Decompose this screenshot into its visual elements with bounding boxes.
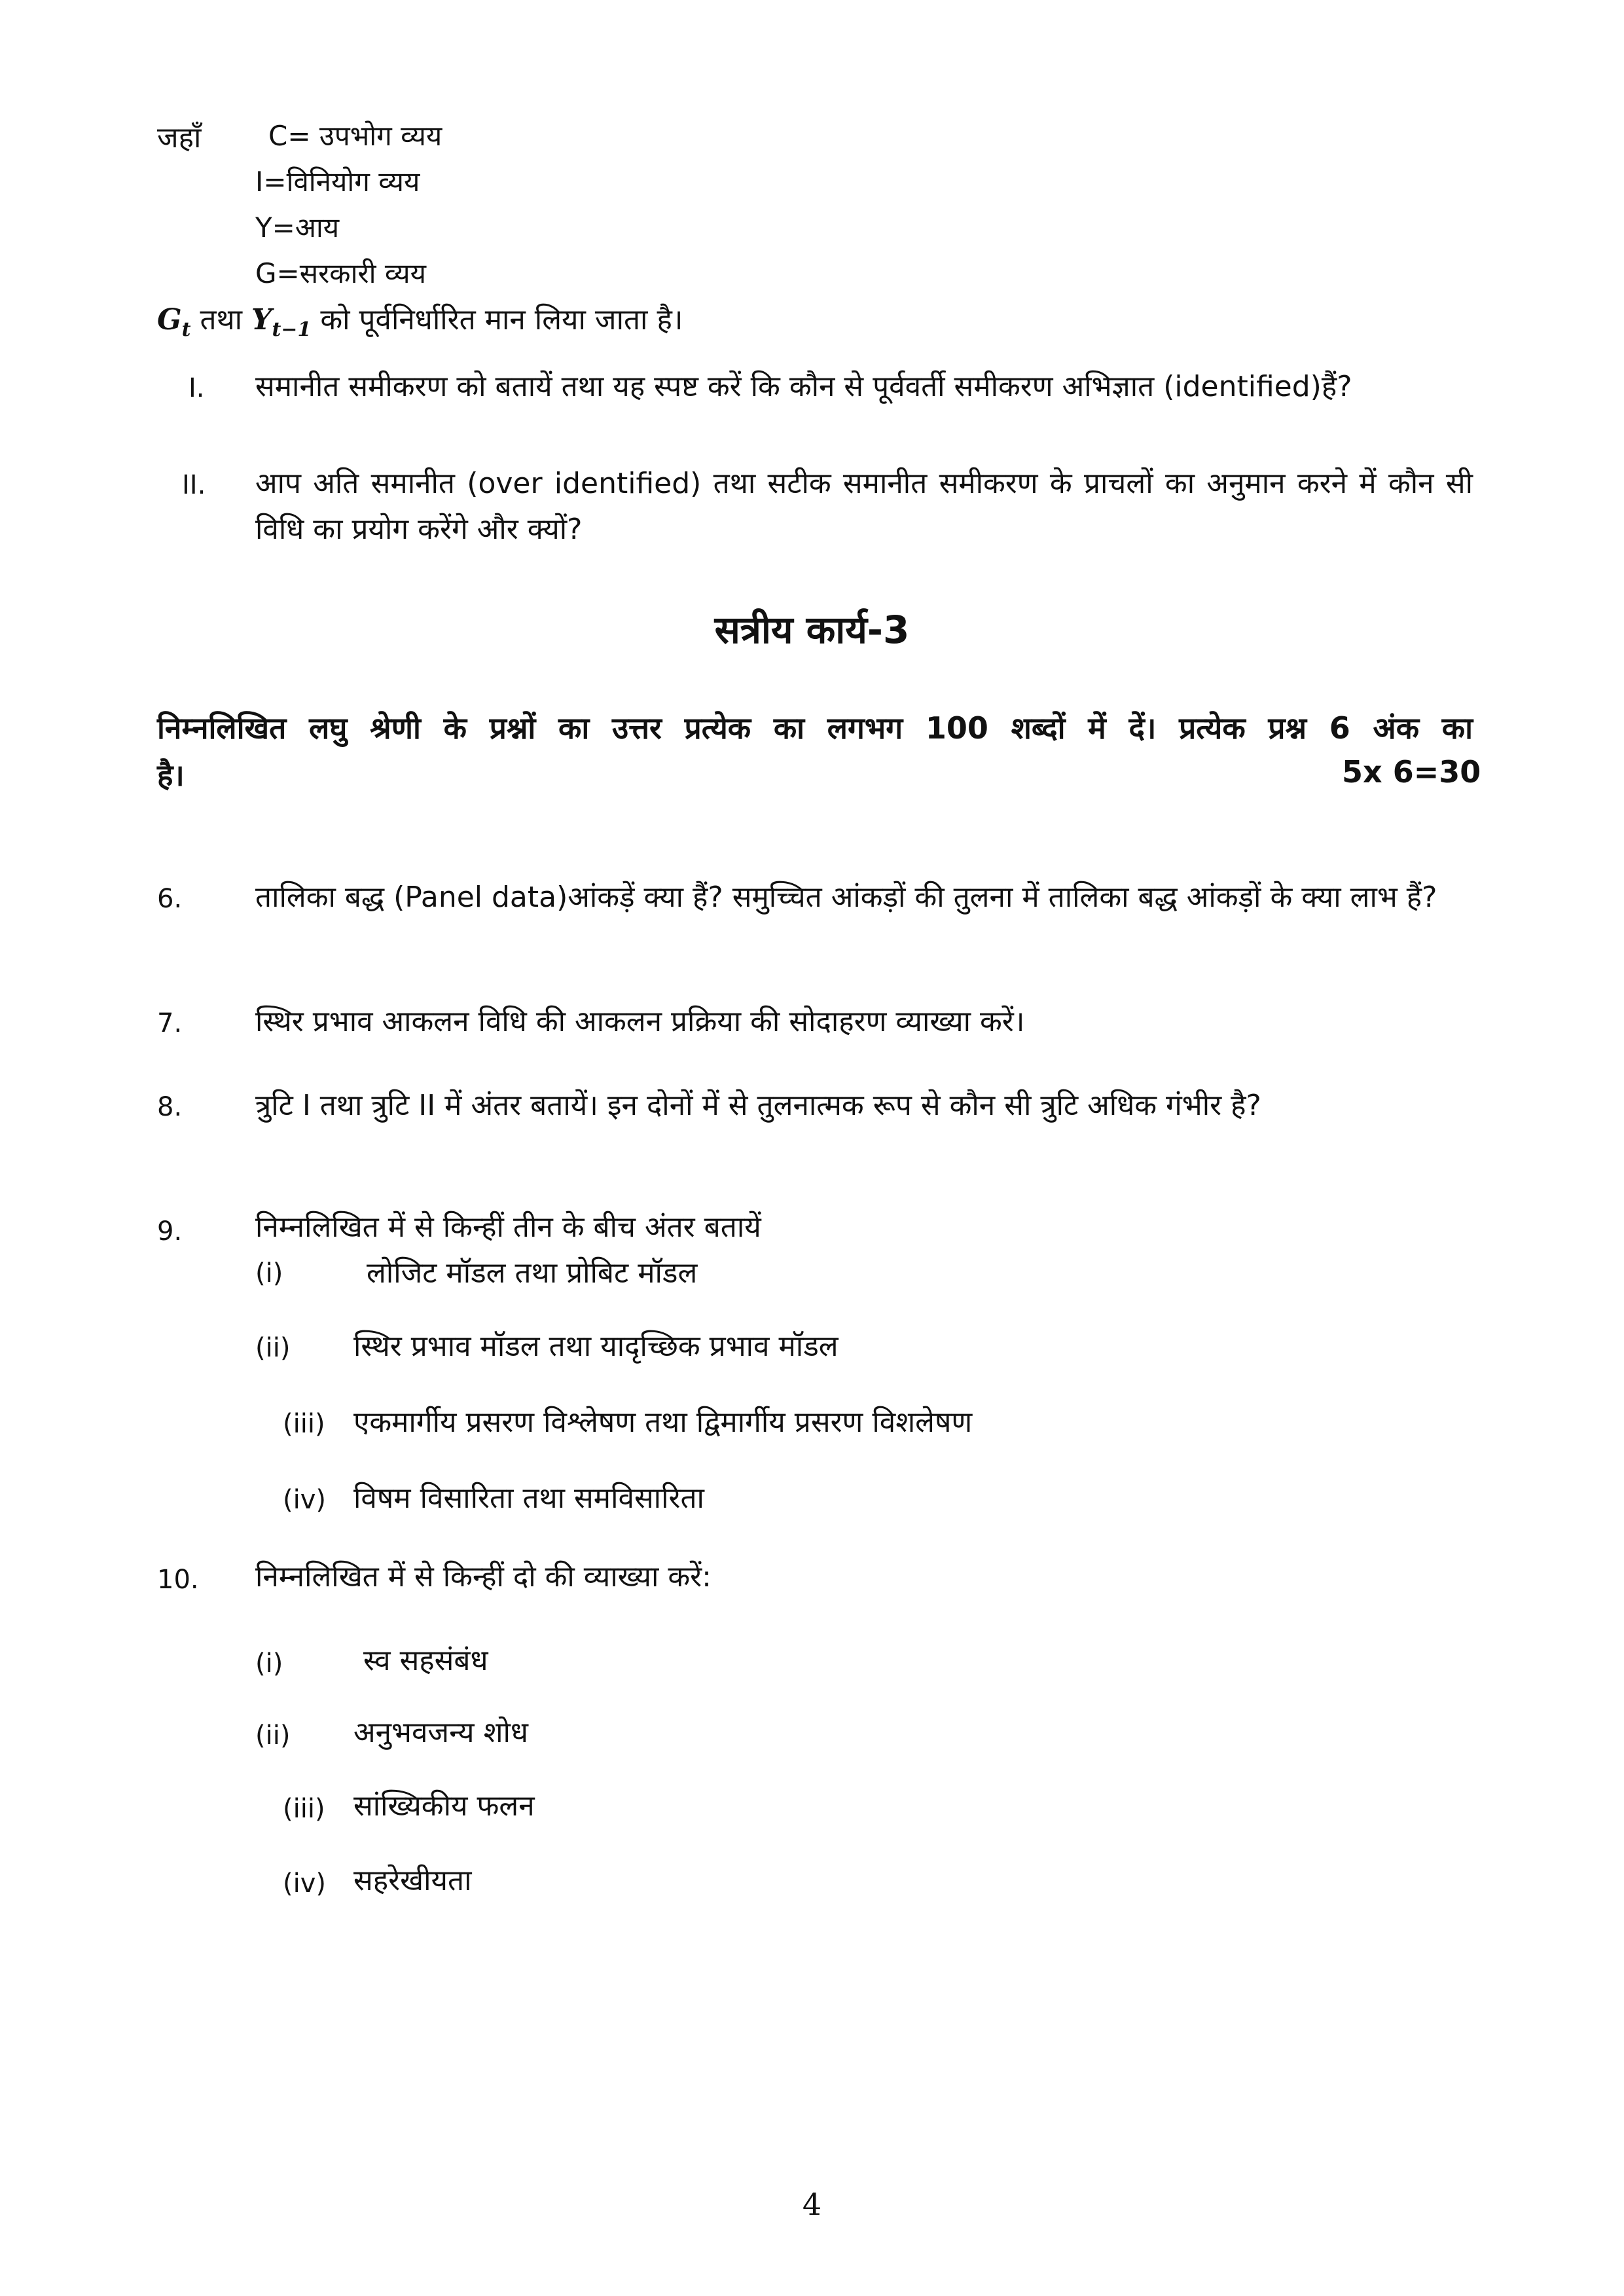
q9-option-num-4: (iv): [283, 1485, 326, 1515]
question-num-7: 7.: [157, 1008, 183, 1038]
question-num-10: 10.: [157, 1565, 199, 1595]
q9-option-num-2: (ii): [255, 1333, 291, 1363]
predetermined-line: [157, 299, 683, 341]
q9-option-num-3: (iii): [283, 1409, 325, 1439]
question-text-6: तालिका बद्ध (Panel data)आंकड़ें क्या हैं? समुच्चित आंकड़ों की तुलना में तालिका बद्ध आंकड़ों के क्या लाभ हैं?: [255, 881, 1437, 914]
subq-num-2: II.: [182, 470, 206, 500]
q10-option-text-4: सहरेखीयता: [353, 1864, 472, 1897]
q9-option-num-1: (i): [255, 1258, 283, 1288]
q9-option-text-4: विषम विसारिता तथा समविसारिता: [353, 1482, 704, 1515]
q10-option-text-2: अनुभवजन्य शोध: [353, 1716, 528, 1749]
question-num-6: 6.: [157, 884, 183, 914]
conj-text: तथा: [200, 303, 243, 337]
question-num-9: 9.: [157, 1216, 183, 1247]
var-g-t: $G_t$: [157, 303, 191, 341]
subq-text-1: समानीत समीकरण को बतायें तथा यह स्पष्ट करें कि कौन से पूर्ववर्ती समीकरण अभिज्ञात (identified)हैं?: [255, 370, 1352, 403]
q10-option-text-3: सांख्यिकीय फलन: [353, 1789, 535, 1823]
section-title: सत्रीय कार्य-3: [714, 608, 910, 652]
definition-income: Y=आय: [255, 211, 340, 244]
predetermined-text: को पूर्वनिर्धारित मान लिया जाता है।: [320, 303, 683, 337]
q9-option-text-2: स्थिर प्रभाव मॉडल तथा यादृच्छिक प्रभाव मॉडल: [353, 1330, 839, 1363]
question-num-8: 8.: [157, 1092, 183, 1122]
question-text-7: स्थिर प्रभाव आकलन विधि की आकलन प्रक्रिया की सोदाहरण व्याख्या करें।: [255, 1005, 1025, 1038]
var-y-t-1: $Y_{t-1}$: [251, 303, 312, 341]
question-text-9: निम्नलिखित में से किन्हीं तीन के बीच अंतर बतायें: [255, 1211, 761, 1244]
q9-option-text-1: लोजिट मॉडल तथा प्रोबिट मॉडल: [367, 1256, 698, 1290]
question-text-10: निम्नलिखित में से किन्हीं दो की व्याख्या करें:: [255, 1560, 712, 1594]
definitions-intro: जहाँ: [157, 121, 202, 155]
subq-num-1: I.: [189, 373, 205, 403]
q10-option-text-1: स्व सहसंबंध: [363, 1644, 488, 1677]
q10-option-num-2: (ii): [255, 1721, 291, 1751]
q10-option-num-4: (iv): [283, 1868, 326, 1899]
question-text-8: त्रुटि I तथा त्रुटि II में अंतर बतायें। इन दोनों में से तुलनात्मक रूप से कौन सी त्रुटि अधिक गंभीर है?: [255, 1089, 1261, 1122]
instruction-line2: है।: [157, 757, 185, 793]
instruction-line1: निम्नलिखित लघु श्रेणी के प्रश्नों का उत्तर प्रत्येक का लगभग 100 शब्दों में दें। प्रत्येक प्रश्न 6 अंक का: [157, 710, 1473, 746]
q9-option-text-3: एकमार्गीय प्रसरण विश्लेषण तथा द्विमार्गीय प्रसरण विशलेषण: [353, 1406, 973, 1439]
definition-investment: I=विनियोग व्यय: [255, 166, 420, 198]
page-number: 4: [802, 2187, 822, 2222]
instruction-marks: 5x 6=30: [1342, 754, 1481, 790]
q10-option-num-1: (i): [255, 1649, 283, 1679]
q10-option-num-3: (iii): [283, 1794, 325, 1824]
definition-consumption: C= उपभोग व्यय: [268, 120, 442, 152]
definition-government: G=सरकारी व्यय: [255, 257, 426, 289]
subq-text-2: आप अति समानीत (over identified) तथा सटीक समानीत समीकरण के प्राचलों का अनुमान करने में कौन सी विधि का प्रयोग करेंगे और क्यों?: [255, 467, 1473, 546]
